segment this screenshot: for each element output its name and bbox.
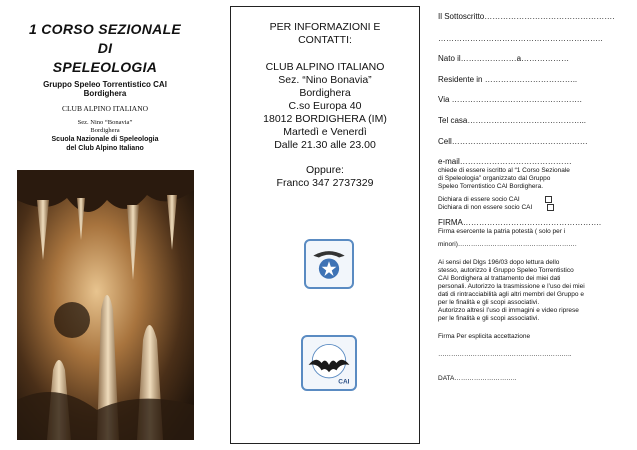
opening-hours: Dalle 21.30 alle 23.00 [274,139,376,151]
group-town: Bordighera [83,89,127,98]
cell-field[interactable]: Cell…………………………………………… [438,137,588,146]
privacy-line-1: Ai sensi del Dlgs 196/03 dopo lettura dello [438,259,560,267]
member-no-checkbox[interactable] [547,204,554,211]
bat-icon [303,337,355,389]
privacy-line-2: stesso, autorizzo il Gruppo Speleo Torrentistico [438,267,574,275]
undersigned-field[interactable]: Il Sottoscritto…………………………………………. [438,12,615,21]
contact-club: CLUB ALPINO ITALIANO [265,61,385,73]
privacy-line-8: per le finalità e gli scopi associativi. [438,315,540,323]
signature-field[interactable]: FIRMA……………………………………………. [438,218,602,228]
acceptance-label: Firma Per esplicita accettazione [438,333,531,341]
registration-form [438,6,634,444]
alternative-label: Oppure: [306,164,344,176]
street-field[interactable]: Via …………………………………………. [438,95,582,104]
contact-town: Bordighera [299,87,351,99]
member-yes-label: Dichiara di essere socio CAI [438,196,520,204]
email-field[interactable]: e-mail…………………………………… [438,157,572,166]
contact-phone[interactable]: Franco 347 2737329 [276,177,374,189]
privacy-line-7: Autorizzo altresì l’uso di immagini e video riprese [438,307,579,315]
undersigned-line-2[interactable]: …………………………………………………….. [438,34,603,43]
club-name: CLUB ALPINO ITALIANO [61,104,149,113]
request-line-1: chiede di essere iscritto al “1 Corso Sezionale [438,167,570,174]
title-line-2: DI [97,40,113,56]
member-no-row [438,204,634,212]
eagle-icon [306,241,352,287]
cave-photo [17,170,194,440]
school-line-1: Scuola Nazionale di Speleologia [51,136,159,143]
contact-panel [230,6,420,444]
birth-field[interactable]: Nato il…………………a……………… [438,54,570,63]
date-field[interactable]: DATA……………………….. [438,375,517,383]
contact-city: 18012 BORDIGHERA (IM) [263,113,387,125]
info-heading-2: CONTATTI: [298,34,352,46]
parental-line-1: Firma esercente la patria potestà ( solo per i [438,228,566,236]
section-town: Bordighera [90,127,120,134]
title-line-1: 1 CORSO SEZIONALE [28,21,182,37]
course-title [10,20,200,77]
group-name: Gruppo Speleo Torrentistico CAI [43,80,167,89]
school-line-2: del Club Alpino Italiano [66,145,144,152]
parental-line-2[interactable]: minori)………………………………………………. [438,241,577,249]
member-yes-row [438,196,634,204]
member-no-label: Dichiara di non essere socio CAI [438,204,533,212]
residence-field[interactable]: Residente in …………………………….. [438,75,578,84]
cai-logo [304,239,354,289]
info-heading-1: PER INFORMAZIONI E [269,21,381,33]
home-phone-field[interactable]: Tel casa……………………………………... [438,116,587,125]
section-name: Sez. Nino “Bonavia” [77,119,133,126]
contact-street: C.so Europa 40 [288,100,362,112]
privacy-line-3: CAI Bordighera al trattamento dei miei dati [438,275,561,283]
speleo-group-logo [301,335,357,391]
cover-panel [10,6,200,444]
privacy-line-5: dati di rintracciabilità agli altri membri del Gruppo e [438,291,584,299]
privacy-line-6: per le finalità e gli scopi associativi. [438,299,540,307]
opening-days: Martedì e Venerdì [283,126,367,138]
acceptance-signature-line[interactable]: …………………………………………………….. [438,351,572,359]
request-line-2: di Speleologia” organizzato dal Gruppo [438,175,551,182]
logo-cai-text: CAI [338,378,350,386]
privacy-line-4: personali. Autorizzo la trasmissione e l’uso dei miei [438,283,585,291]
contact-section: Sez. “Nino Bonavia” [278,74,372,86]
member-yes-checkbox[interactable] [545,196,552,203]
title-line-3: SPELEOLOGIA [52,59,158,75]
request-line-3: Speleo Torrentistico CAI Bordighera. [438,183,544,190]
